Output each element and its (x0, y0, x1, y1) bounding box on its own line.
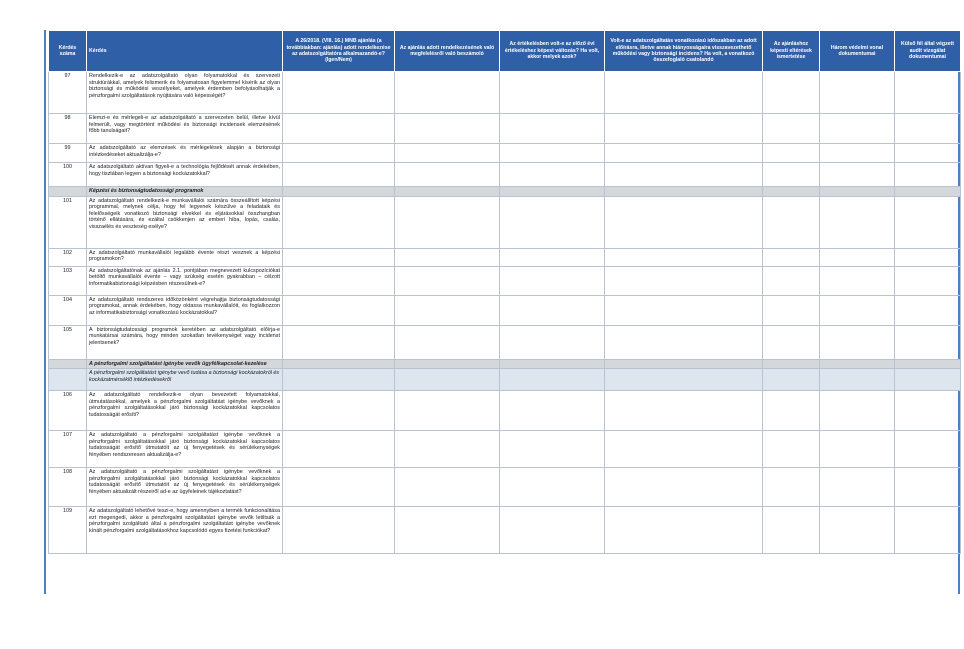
question-text: Az adatszolgáltató lehetővé teszi-e, hogy amennyiben a termék funkcionalitása ezt megengedi, akkor a pénzforgalmi szolgáltatást igénybe vevők letiltsák a pénzforgalmi szolgáltató által a pénzforgalmi szolgáltatást igénybe vevőknek kínált pénzforgalmi szolgáltatásokhoz kapcsolódó egyes fizetési funkciókat? (87, 507, 283, 554)
answer-cell[interactable] (820, 468, 895, 507)
subsection-row (49, 369, 961, 391)
answer-cell[interactable] (605, 144, 763, 163)
section-blank-cell (500, 369, 605, 391)
answer-cell[interactable] (500, 266, 605, 295)
answer-cell[interactable] (763, 144, 820, 163)
section-blank-cell (283, 369, 395, 391)
answer-cell[interactable] (283, 295, 395, 325)
question-text: Az adatszolgáltató rendszeres időközönként végrehajtja biztonságtudatossági programokat, annak érdekében, hogy oktassa munkavállalóit, és foglalkozzon az informatikabiztonsági vonatkozású kockázatokkal? (87, 295, 283, 325)
answer-cell[interactable] (500, 248, 605, 266)
answer-cell[interactable] (395, 266, 500, 295)
table-row (49, 295, 961, 325)
question-text: Az adatszolgáltató aktívan figyeli-e a technológia fejlődését annak érdekében, hogy tisztában legyen a biztonsági kockázatokkal? (87, 163, 283, 187)
answer-cell[interactable] (820, 72, 895, 114)
answer-cell[interactable] (820, 507, 895, 554)
question-number: 106 (49, 391, 87, 431)
question-number: 107 (49, 431, 87, 468)
table-row (49, 507, 961, 554)
answer-cell[interactable] (605, 266, 763, 295)
answer-cell[interactable] (605, 325, 763, 359)
section-blank-cell (283, 359, 395, 369)
question-number: 103 (49, 266, 87, 295)
header-question-number: Kérdés száma (49, 31, 87, 72)
table-row (49, 325, 961, 359)
subsection-title: A pénzforgalmi szolgáltatást igénybe vevő tudása a biztonsági kockázatokról és kockázatmérséklő intézkedésekről (87, 369, 283, 391)
answer-cell[interactable] (605, 114, 763, 144)
row-spacer (49, 187, 87, 197)
answer-cell[interactable] (820, 163, 895, 187)
answer-cell[interactable] (500, 295, 605, 325)
answer-cell[interactable] (895, 163, 961, 187)
section-blank-cell (395, 187, 500, 197)
question-number: 98 (49, 114, 87, 144)
answer-cell[interactable] (283, 114, 395, 144)
answer-cell[interactable] (763, 507, 820, 554)
question-number: 101 (49, 196, 87, 248)
question-text: Az adatszolgáltató rendelkezik-e olyan bevezetett folyamatokkal, útmutatásokkal, amelyek a pénzforgalmi szolgáltatást igénybe vevőknek a pénzforgalmi szolgáltatásokkal járó biztonsági kockázatokkal kapcsolatos tudatosságát erősíti? (87, 391, 283, 431)
answer-cell[interactable] (605, 248, 763, 266)
row-spacer (49, 369, 87, 391)
answer-cell[interactable] (763, 468, 820, 507)
question-text: Az adatszolgáltató a pénzforgalmi szolgáltatást igénybe vevőknek a pénzforgalmi szolgáltatásokkal járó biztonsági kockázatokkal kapcsolatos tudatosságát erősítő útmutatóit az új fenyegetések és sérülékenységek fényében aktualizált részeiről ad-e az ügyfeleinek tájékoztatást? (87, 468, 283, 507)
answer-cell[interactable] (395, 114, 500, 144)
section-blank-cell (605, 187, 763, 197)
answer-cell[interactable] (605, 163, 763, 187)
answer-cell[interactable] (895, 468, 961, 507)
question-number: 105 (49, 325, 87, 359)
answer-cell[interactable] (605, 468, 763, 507)
answer-cell[interactable] (820, 325, 895, 359)
question-text: Az adatszolgáltatónak az ajánlás 2.1. pontjában megnevezett kulcspozíciókat betöltő munkavállalói évente – vagy szükség esetén gyakrabban – célzott informatikabiztonsági képzésben részesülnek-e? (87, 266, 283, 295)
question-text: A biztonságtudatossági programok keretében az adatszolgáltató előírja-e munkatársai számára, hogy minden szokatlan tevékenységet vagy incidenst jelentsenek? (87, 325, 283, 359)
answer-cell[interactable] (500, 144, 605, 163)
header-deviation: Az ajánláshoz képesti eltérések ismertetése (763, 31, 820, 72)
section-blank-cell (895, 187, 961, 197)
answer-cell[interactable] (500, 325, 605, 359)
section-blank-cell (395, 369, 500, 391)
answer-cell[interactable] (283, 391, 395, 431)
table-row (49, 163, 961, 187)
answer-cell[interactable] (895, 391, 961, 431)
section-blank-cell (820, 359, 895, 369)
table-row (49, 144, 961, 163)
answer-cell[interactable] (820, 248, 895, 266)
answer-cell[interactable] (283, 196, 395, 248)
answer-cell[interactable] (895, 114, 961, 144)
answer-cell[interactable] (763, 114, 820, 144)
answer-cell[interactable] (283, 325, 395, 359)
answer-cell[interactable] (763, 325, 820, 359)
header-three-lines: Három védelmi vonal dokumentumai (820, 31, 895, 72)
answer-cell[interactable] (395, 431, 500, 468)
question-text: Elemzi-e és mérlegeli-e az adatszolgáltató a szervezeten belül, illetve kívül felmerült, vagy megtörtént működési és biztonsági incidensek elemzésének főbb tanulságait? (87, 114, 283, 144)
answer-cell[interactable] (283, 468, 395, 507)
header-compliance-statement: Az ajánlás adott rendelkezésének való megfelelésről való beszámoló (395, 31, 500, 72)
question-number: 109 (49, 507, 87, 554)
question-text: Az adatszolgáltató munkavállalói legalább évente részt vesznek a képzési programokon? (87, 248, 283, 266)
answer-cell[interactable] (763, 196, 820, 248)
question-text: Az adatszolgáltató a pénzforgalmi szolgáltatást igénybe vevőknek a pénzforgalmi szolgáltatásokkal járó biztonsági kockázatokkal kapcsolatos tudatosságát erősítő útmutatóit az új fenyegetések és sérülékenységek fényében rendszeresen aktualizálja-e? (87, 431, 283, 468)
answer-cell[interactable] (395, 72, 500, 114)
answer-cell[interactable] (763, 248, 820, 266)
section-row (49, 359, 961, 369)
table-row (49, 391, 961, 431)
answer-cell[interactable] (895, 266, 961, 295)
answer-cell[interactable] (895, 144, 961, 163)
table-header-row (49, 31, 961, 72)
table-row (49, 248, 961, 266)
section-blank-cell (763, 187, 820, 197)
answer-cell[interactable] (763, 431, 820, 468)
answer-cell[interactable] (605, 431, 763, 468)
questionnaire-table (48, 30, 961, 554)
section-blank-cell (605, 359, 763, 369)
table-row (49, 431, 961, 468)
answer-cell[interactable] (820, 144, 895, 163)
answer-cell[interactable] (500, 163, 605, 187)
answer-cell[interactable] (283, 431, 395, 468)
question-text: Az adatszolgáltató rendelkezik-e munkavállalói számára összeállított képzési programmal, melynek célja, hogy fel legyenek készülve a feladataik és felelősségeik vonatkozó biztonsági elvekkel és eljárásokkal összhangban történő ellátására, és ezáltal csökkenjen az emberi hiba, lopás, csalás, visszaélés és veszteség esélye? (87, 196, 283, 248)
answer-cell[interactable] (820, 114, 895, 144)
answer-cell[interactable] (395, 468, 500, 507)
answer-cell[interactable] (283, 163, 395, 187)
answer-cell[interactable] (763, 72, 820, 114)
section-blank-cell (500, 359, 605, 369)
answer-cell[interactable] (500, 196, 605, 248)
table-row (49, 468, 961, 507)
answer-cell[interactable] (395, 248, 500, 266)
answer-cell[interactable] (500, 468, 605, 507)
answer-cell[interactable] (763, 266, 820, 295)
section-blank-cell (895, 369, 961, 391)
section-blank-cell (763, 359, 820, 369)
answer-cell[interactable] (395, 295, 500, 325)
header-question: Kérdés (87, 31, 283, 72)
table-row (49, 72, 961, 114)
answer-cell[interactable] (395, 507, 500, 554)
section-blank-cell (283, 187, 395, 197)
answer-cell[interactable] (895, 72, 961, 114)
row-spacer (49, 359, 87, 369)
answer-cell[interactable] (895, 196, 961, 248)
table-row (49, 266, 961, 295)
section-blank-cell (820, 369, 895, 391)
table-row (49, 114, 961, 144)
answer-cell[interactable] (605, 391, 763, 431)
answer-cell[interactable] (395, 144, 500, 163)
answer-cell[interactable] (605, 507, 763, 554)
answer-cell[interactable] (895, 248, 961, 266)
answer-cell[interactable] (895, 325, 961, 359)
answer-cell[interactable] (500, 391, 605, 431)
answer-cell[interactable] (500, 507, 605, 554)
answer-cell[interactable] (283, 72, 395, 114)
answer-cell[interactable] (820, 295, 895, 325)
answer-cell[interactable] (500, 114, 605, 144)
section-blank-cell (820, 187, 895, 197)
section-title: Képzési és biztonságtudatossági programok (87, 187, 283, 197)
answer-cell[interactable] (605, 196, 763, 248)
table-body (49, 72, 961, 554)
answer-cell[interactable] (763, 391, 820, 431)
section-blank-cell (605, 369, 763, 391)
answer-cell[interactable] (500, 431, 605, 468)
question-number: 104 (49, 295, 87, 325)
section-row (49, 187, 961, 197)
answer-cell[interactable] (283, 248, 395, 266)
question-number: 102 (49, 248, 87, 266)
question-number: 97 (49, 72, 87, 114)
answer-cell[interactable] (820, 391, 895, 431)
question-number: 100 (49, 163, 87, 187)
question-number: 108 (49, 468, 87, 507)
answer-cell[interactable] (395, 391, 500, 431)
table-row (49, 196, 961, 248)
section-title: A pénzforgalmi szolgáltatást igénybe vevők ügyfélkapcsolat-kezelése (87, 359, 283, 369)
answer-cell[interactable] (395, 325, 500, 359)
answer-cell[interactable] (763, 295, 820, 325)
answer-cell[interactable] (605, 72, 763, 114)
answer-cell[interactable] (820, 431, 895, 468)
section-blank-cell (763, 369, 820, 391)
answer-cell[interactable] (895, 431, 961, 468)
header-change: Az értékelésben volt-e az előző évi értékeléshez képest változás? Ha volt, akkor melyek azok? (500, 31, 605, 72)
header-external-audit: Külső fél által végzett audit vizsgálat dokumentumai (895, 31, 961, 72)
answer-cell[interactable] (895, 507, 961, 554)
answer-cell[interactable] (500, 72, 605, 114)
question-text: Az adatszolgáltató az elemzések és mérlegelések alapján a biztonsági intézkedéseket aktualizálja-e? (87, 144, 283, 163)
section-blank-cell (395, 359, 500, 369)
section-blank-cell (500, 187, 605, 197)
answer-cell[interactable] (395, 163, 500, 187)
answer-cell[interactable] (283, 266, 395, 295)
answer-cell[interactable] (283, 144, 395, 163)
section-blank-cell (895, 359, 961, 369)
answer-cell[interactable] (820, 196, 895, 248)
answer-cell[interactable] (605, 295, 763, 325)
question-number: 99 (49, 144, 87, 163)
header-incident: Volt-e az adatszolgáltatás vonatkozású időszakban az adott előírásra, illetve annak hiányosságaira visszavezethető működési vagy biztonsági incidens? Ha volt, a vonatkozó összefoglaló csatolandó (605, 31, 763, 72)
answer-cell[interactable] (763, 163, 820, 187)
answer-cell[interactable] (283, 507, 395, 554)
answer-cell[interactable] (395, 196, 500, 248)
document-page (44, 30, 964, 554)
answer-cell[interactable] (895, 295, 961, 325)
header-mnb-applicability: A 26/2018. (VIII. 16.) MNB ajánlás (a továbbiakban: ajánlás) adott rendelkezése az adatszolgáltatóra alkalmazandó-e? (Igen/Nem) (283, 31, 395, 72)
answer-cell[interactable] (820, 266, 895, 295)
question-text: Rendelkezik-e az adatszolgáltató olyan folyamatokkal és szervezeti struktúrákkal, amelyek felismerik és folyamatosan figyelemmel kísérik az olyan biztonsági és működési veszélyeket, amelyek érdemben befolyásolhatják a pénzforgalmi szolgáltatások nyújtására való képességét? (87, 72, 283, 114)
